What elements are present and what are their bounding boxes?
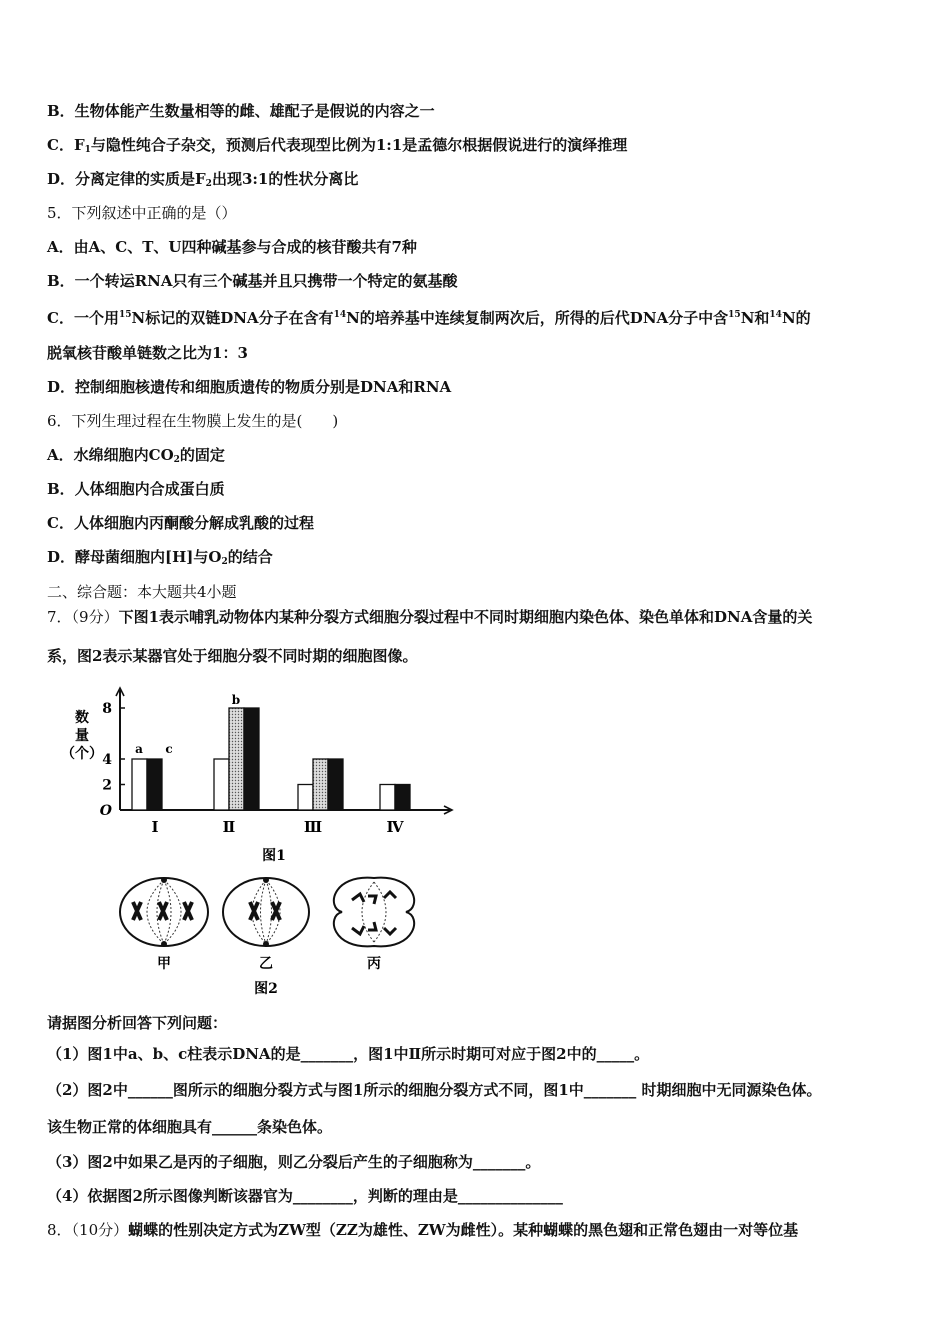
bar-c-2 [244, 708, 259, 810]
category-label: Ⅰ [151, 818, 159, 836]
category-label: Ⅳ [386, 818, 404, 836]
label-jia: 甲 [157, 956, 171, 972]
q5-option-c-cont: 脱氧核苷酸单链数之比为1：3 [47, 344, 248, 362]
bar-a-2 [214, 759, 229, 810]
bar-a-3 [298, 785, 313, 811]
q5-option-b: B．一个转运RNA只有三个碱基并且只携带一个特定的氨基酸 [47, 272, 458, 290]
sub-question-4: （4）依据图2所示图像判断该器官为________，判断的理由是______________ [47, 1187, 563, 1205]
option-c: C．$F_1$与隐性纯合子杂交，预测后代表现型比例为1:1是孟德尔根据假说进行的演绎推理 [47, 136, 628, 155]
y-tick-label: 8 [102, 701, 112, 717]
annotation-a: a [135, 742, 143, 756]
question-6: 6．下列生理过程在生物膜上发生的是( ) [47, 412, 339, 430]
figure-1-title: 图1 [262, 848, 286, 864]
q5-option-d: D．控制细胞核遗传和细胞质遗传的物质分别是DNA和RNA [47, 378, 452, 396]
bar-a-1 [132, 759, 147, 810]
section-heading: 二、综合题：本大题共4小题 [47, 583, 237, 601]
figure-2-cells [100, 868, 440, 1003]
q5-option-a: A．由A、C、T、U四种碱基参与合成的核苷酸共有7种 [47, 238, 417, 256]
question-5: 5．下列叙述中正确的是（） [47, 204, 237, 222]
cell-bing [334, 878, 414, 947]
bar-c-3 [328, 759, 343, 810]
q6-option-d: D．酵母菌细胞内[H]与$O_2$的结合 [47, 548, 273, 567]
instruction: 请据图分析回答下列问题： [47, 1014, 228, 1032]
figure-1-chart [60, 680, 480, 870]
q6-option-a: A．水绵细胞内$CO_2$的固定 [47, 446, 225, 465]
y-tick-label: 2 [102, 777, 112, 794]
bar-c-1 [147, 759, 162, 810]
sub-question-3: （3）图2中如果乙是丙的子细胞，则乙分裂后产生的子细胞称为_______。 [47, 1153, 541, 1171]
question-7: 7．（9分）下图1表示哺乳动物体内某种分裂方式细胞分裂过程中不同时期细胞内染色体、染色单体和DNA含量的关 [47, 608, 813, 626]
label-bing: 丙 [367, 956, 381, 972]
sub-question-2-cont: 该生物正常的体细胞具有______条染色体。 [47, 1118, 333, 1136]
question-8: 8．（10分）蝴蝶的性别决定方式为ZW型（ZZ为雄性、ZW为雌性）。某种蝴蝶的黑色翅和正常色翅由一对等位基 [47, 1221, 799, 1239]
sub-question-2: （2）图2中______图所示的细胞分裂方式与图1所示的细胞分裂方式不同，图1中_______ 时期细胞中无同源染色体。 [47, 1081, 822, 1099]
q5-option-c: C．一个用$^{15}$N标记的双链DNA分子在含有$^{14}$N的培养基中连续复制两次后，所得的后代DNA分子中含$^{15}$N和$^{14}$N的 [47, 309, 811, 327]
cell-yi [223, 877, 309, 947]
y-tick-label: O [99, 803, 112, 819]
cell-jia [120, 877, 208, 947]
option-b: B．生物体能产生数量相等的雌、雄配子是假说的内容之一 [47, 102, 435, 120]
bar-b-3 [313, 759, 328, 810]
bar-a-4 [380, 785, 395, 811]
bar-b-2 [229, 708, 244, 810]
y-tick-label: 4 [102, 752, 112, 768]
category-label: Ⅲ [303, 818, 323, 836]
bar-c-4 [395, 785, 410, 811]
category-label: Ⅱ [222, 818, 236, 836]
y-label: 数 [75, 710, 89, 726]
y-label: 量 [75, 728, 89, 744]
question-7-cont: 系，图2表示某器官处于细胞分裂不同时期的细胞图像。 [47, 647, 418, 665]
q6-option-c: C．人体细胞内丙酮酸分解成乳酸的过程 [47, 514, 314, 532]
figure-2-title: 图2 [254, 981, 278, 997]
q6-option-b: B．人体细胞内合成蛋白质 [47, 480, 225, 498]
option-d: D．分离定律的实质是$F_2$出现3:1的性状分离比 [47, 170, 359, 189]
label-yi: 乙 [259, 956, 273, 972]
annotation-c: c [165, 742, 173, 756]
annotation-b: b [231, 693, 241, 707]
y-label: （个） [61, 746, 103, 762]
sub-question-1: （1）图1中a、b、c柱表示DNA的是_______，图1中Ⅱ所示时期可对应于图2中的_____。 [47, 1045, 650, 1063]
